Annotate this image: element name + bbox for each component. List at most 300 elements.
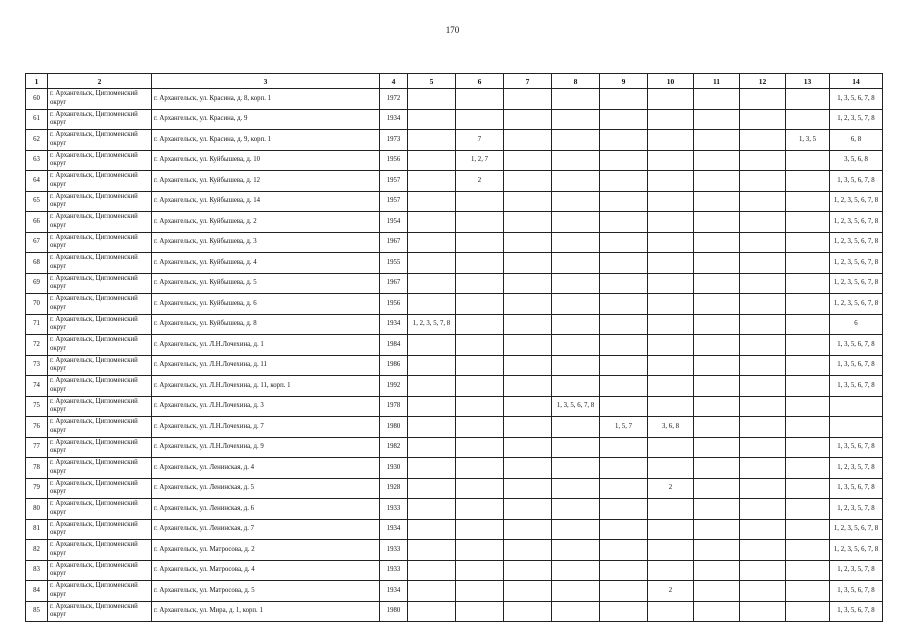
col-11-cell: [694, 417, 740, 438]
address-cell: г. Архангельск, ул. Ленинская, д. 5: [152, 478, 380, 499]
col-6-cell: [456, 540, 504, 561]
row-number-cell: 69: [26, 273, 48, 294]
row-number-cell: 80: [26, 499, 48, 520]
table-row: [26, 314, 883, 335]
col-12-cell: [740, 478, 786, 499]
col-7-cell: [504, 478, 552, 499]
col-8-cell: [552, 109, 600, 130]
table-row: [26, 355, 883, 376]
col-8-cell: [552, 171, 600, 192]
col-9-cell: [600, 581, 648, 602]
address-cell: г. Архангельск, ул. Куйбышева, д. 4: [152, 253, 380, 274]
col-6-cell: [456, 294, 504, 315]
year-cell: 1973: [380, 130, 408, 151]
col-5-cell: 1, 2, 3, 5, 7, 8: [408, 314, 456, 335]
col-13-cell: [786, 253, 830, 274]
year-cell: 1934: [380, 519, 408, 540]
col-14-cell: 6: [830, 314, 883, 335]
col-13-cell: [786, 560, 830, 581]
col-5-cell: [408, 376, 456, 397]
col-13-cell: [786, 499, 830, 520]
locality-cell: г. Архангельск, Цигломенский округ: [48, 437, 152, 458]
row-number-cell: 78: [26, 458, 48, 479]
col-8-cell: [552, 294, 600, 315]
col-5-cell: [408, 89, 456, 110]
col-10-cell: [648, 437, 694, 458]
page-number: 170: [445, 25, 460, 35]
table-row: [26, 601, 883, 622]
table-row: [26, 396, 883, 417]
row-number-cell: 84: [26, 581, 48, 602]
col-11-cell: [694, 294, 740, 315]
column-header-5: 5: [408, 74, 456, 89]
col-11-cell: [694, 314, 740, 335]
locality-cell: г. Архангельск, Цигломенский округ: [48, 212, 152, 233]
address-cell: г. Архангельск, ул. Ленинская, д. 7: [152, 519, 380, 540]
col-9-cell: [600, 150, 648, 171]
col-6-cell: [456, 519, 504, 540]
col-11-cell: [694, 355, 740, 376]
table-row: [26, 232, 883, 253]
address-cell: г. Архангельск, ул. Красина, д. 9: [152, 109, 380, 130]
col-7-cell: [504, 540, 552, 561]
year-cell: 1934: [380, 109, 408, 130]
col-11-cell: [694, 581, 740, 602]
table-body: [26, 89, 883, 622]
col-14-cell: 1, 2, 3, 5, 6, 7, 8: [830, 273, 883, 294]
address-cell: г. Архангельск, ул. Куйбышева, д. 2: [152, 212, 380, 233]
address-cell: г. Архангельск, ул. Куйбышева, д. 6: [152, 294, 380, 315]
locality-cell: г. Архангельск, Цигломенский округ: [48, 253, 152, 274]
row-number-cell: 75: [26, 396, 48, 417]
col-10-cell: [648, 396, 694, 417]
column-header-3: 3: [152, 74, 380, 89]
col-7-cell: [504, 273, 552, 294]
year-cell: 1957: [380, 171, 408, 192]
col-8-cell: [552, 540, 600, 561]
locality-cell: г. Архангельск, Цигломенский округ: [48, 458, 152, 479]
locality-cell: г. Архангельск, Цигломенский округ: [48, 314, 152, 335]
year-cell: 1984: [380, 335, 408, 356]
col-13-cell: [786, 417, 830, 438]
table-row: [26, 191, 883, 212]
year-cell: 1980: [380, 601, 408, 622]
col-10-cell: [648, 314, 694, 335]
col-5-cell: [408, 130, 456, 151]
col-14-cell: 1, 2, 3, 5, 7, 8: [830, 109, 883, 130]
row-number-cell: 64: [26, 171, 48, 192]
col-6-cell: [456, 314, 504, 335]
col-11-cell: [694, 89, 740, 110]
row-number-cell: 63: [26, 150, 48, 171]
year-cell: 1933: [380, 499, 408, 520]
col-6-cell: [456, 212, 504, 233]
address-cell: г. Архангельск, ул. Ленинская, д. 6: [152, 499, 380, 520]
row-number-cell: 71: [26, 314, 48, 335]
col-10-cell: [648, 232, 694, 253]
col-9-cell: [600, 294, 648, 315]
col-10-cell: [648, 376, 694, 397]
table-row: [26, 540, 883, 561]
col-10-cell: [648, 601, 694, 622]
locality-cell: г. Архангельск, Цигломенский округ: [48, 130, 152, 151]
col-9-cell: [600, 335, 648, 356]
col-13-cell: [786, 109, 830, 130]
col-14-cell: 1, 3, 5, 6, 7, 8: [830, 601, 883, 622]
column-header-10: 10: [648, 74, 694, 89]
row-number-cell: 72: [26, 335, 48, 356]
year-cell: 1928: [380, 478, 408, 499]
col-5-cell: [408, 540, 456, 561]
col-8-cell: [552, 335, 600, 356]
col-8-cell: [552, 519, 600, 540]
col-13-cell: [786, 458, 830, 479]
col-12-cell: [740, 130, 786, 151]
col-8-cell: [552, 273, 600, 294]
col-5-cell: [408, 232, 456, 253]
col-7-cell: [504, 355, 552, 376]
col-5-cell: [408, 437, 456, 458]
col-8-cell: [552, 212, 600, 233]
col-12-cell: [740, 171, 786, 192]
column-header-9: 9: [600, 74, 648, 89]
col-6-cell: [456, 89, 504, 110]
col-11-cell: [694, 273, 740, 294]
col-7-cell: [504, 499, 552, 520]
col-13-cell: [786, 519, 830, 540]
col-7-cell: [504, 519, 552, 540]
col-13-cell: [786, 396, 830, 417]
col-10-cell: [648, 560, 694, 581]
col-9-cell: [600, 396, 648, 417]
col-6-cell: 7: [456, 130, 504, 151]
table-row: [26, 376, 883, 397]
col-8-cell: [552, 150, 600, 171]
col-14-cell: 1, 3, 5, 6, 7, 8: [830, 437, 883, 458]
col-9-cell: [600, 601, 648, 622]
locality-cell: г. Архангельск, Цигломенский округ: [48, 294, 152, 315]
col-6-cell: [456, 396, 504, 417]
year-cell: 1933: [380, 540, 408, 561]
col-14-cell: [830, 417, 883, 438]
col-12-cell: [740, 212, 786, 233]
table-row: [26, 253, 883, 274]
address-cell: г. Архангельск, ул. Матросова, д. 4: [152, 560, 380, 581]
address-cell: г. Архангельск, ул. Куйбышева, д. 12: [152, 171, 380, 192]
housing-table: [25, 73, 883, 622]
col-9-cell: [600, 89, 648, 110]
column-header-14: 14: [830, 74, 883, 89]
col-6-cell: [456, 335, 504, 356]
col-7-cell: [504, 335, 552, 356]
col-12-cell: [740, 253, 786, 274]
col-6-cell: [456, 499, 504, 520]
year-cell: 1954: [380, 212, 408, 233]
col-9-cell: [600, 232, 648, 253]
col-11-cell: [694, 232, 740, 253]
locality-cell: г. Архангельск, Цигломенский округ: [48, 601, 152, 622]
col-6-cell: [456, 232, 504, 253]
address-cell: г. Архангельск, ул. Куйбышева, д. 5: [152, 273, 380, 294]
col-12-cell: [740, 314, 786, 335]
col-7-cell: [504, 601, 552, 622]
col-12-cell: [740, 232, 786, 253]
col-7-cell: [504, 109, 552, 130]
col-14-cell: 1, 3, 5, 6, 7, 8: [830, 581, 883, 602]
address-cell: г. Архангельск, ул. Л.Н.Лочехина, д. 11: [152, 355, 380, 376]
locality-cell: г. Архангельск, Цигломенский округ: [48, 89, 152, 110]
col-11-cell: [694, 109, 740, 130]
col-6-cell: [456, 253, 504, 274]
col-8-cell: [552, 437, 600, 458]
row-number-cell: 73: [26, 355, 48, 376]
year-cell: 1955: [380, 253, 408, 274]
row-number-cell: 76: [26, 417, 48, 438]
col-5-cell: [408, 458, 456, 479]
locality-cell: г. Архангельск, Цигломенский округ: [48, 109, 152, 130]
locality-cell: г. Архангельск, Цигломенский округ: [48, 355, 152, 376]
col-10-cell: [648, 191, 694, 212]
locality-cell: г. Архангельск, Цигломенский округ: [48, 376, 152, 397]
address-cell: г. Архангельск, ул. Куйбышева, д. 10: [152, 150, 380, 171]
col-10-cell: [648, 253, 694, 274]
col-8-cell: [552, 130, 600, 151]
col-10-cell: [648, 89, 694, 110]
col-7-cell: [504, 417, 552, 438]
col-11-cell: [694, 335, 740, 356]
col-6-cell: [456, 601, 504, 622]
locality-cell: г. Архангельск, Цигломенский округ: [48, 335, 152, 356]
col-14-cell: 1, 3, 5, 6, 7, 8: [830, 478, 883, 499]
col-12-cell: [740, 417, 786, 438]
col-7-cell: [504, 130, 552, 151]
column-header-8: 8: [552, 74, 600, 89]
col-7-cell: [504, 212, 552, 233]
col-5-cell: [408, 191, 456, 212]
col-5-cell: [408, 171, 456, 192]
col-13-cell: [786, 212, 830, 233]
table-row: [26, 150, 883, 171]
col-5-cell: [408, 150, 456, 171]
col-13-cell: [786, 601, 830, 622]
col-8-cell: [552, 376, 600, 397]
col-8-cell: [552, 89, 600, 110]
year-cell: 1956: [380, 294, 408, 315]
col-9-cell: [600, 560, 648, 581]
col-11-cell: [694, 150, 740, 171]
col-8-cell: [552, 560, 600, 581]
table-row: [26, 273, 883, 294]
table-row: [26, 212, 883, 233]
year-cell: 1980: [380, 417, 408, 438]
locality-cell: г. Архангельск, Цигломенский округ: [48, 191, 152, 212]
col-13-cell: [786, 273, 830, 294]
table-row: [26, 519, 883, 540]
col-8-cell: [552, 232, 600, 253]
col-13-cell: [786, 294, 830, 315]
column-header-6: 6: [456, 74, 504, 89]
col-9-cell: [600, 273, 648, 294]
col-9-cell: [600, 212, 648, 233]
col-13-cell: [786, 314, 830, 335]
row-number-cell: 77: [26, 437, 48, 458]
col-14-cell: 1, 2, 3, 5, 7, 8: [830, 560, 883, 581]
col-12-cell: [740, 294, 786, 315]
col-6-cell: [456, 437, 504, 458]
address-cell: г. Архангельск, ул. Мира, д. 1, корп. 1: [152, 601, 380, 622]
col-6-cell: 2: [456, 171, 504, 192]
col-6-cell: [456, 355, 504, 376]
address-cell: г. Архангельск, ул. Л.Н.Лочехина, д. 11, корп. 1: [152, 376, 380, 397]
col-8-cell: [552, 581, 600, 602]
col-14-cell: 6, 8: [830, 130, 883, 151]
col-11-cell: [694, 478, 740, 499]
col-5-cell: [408, 109, 456, 130]
col-5-cell: [408, 519, 456, 540]
row-number-cell: 68: [26, 253, 48, 274]
row-number-cell: 83: [26, 560, 48, 581]
row-number-cell: 62: [26, 130, 48, 151]
column-header-12: 12: [740, 74, 786, 89]
col-8-cell: [552, 314, 600, 335]
col-5-cell: [408, 253, 456, 274]
col-14-cell: 1, 2, 3, 5, 6, 7, 8: [830, 519, 883, 540]
address-cell: г. Архангельск, ул. Ленинская, д. 4: [152, 458, 380, 479]
column-header-4: 4: [380, 74, 408, 89]
col-7-cell: [504, 396, 552, 417]
col-12-cell: [740, 581, 786, 602]
col-12-cell: [740, 335, 786, 356]
col-7-cell: [504, 232, 552, 253]
col-13-cell: [786, 335, 830, 356]
col-12-cell: [740, 355, 786, 376]
row-number-cell: 81: [26, 519, 48, 540]
col-13-cell: [786, 191, 830, 212]
address-cell: г. Архангельск, ул. Красина, д. 8, корп. 1: [152, 89, 380, 110]
col-7-cell: [504, 191, 552, 212]
locality-cell: г. Архангельск, Цигломенский округ: [48, 519, 152, 540]
table-row: [26, 499, 883, 520]
col-9-cell: [600, 355, 648, 376]
col-14-cell: 1, 3, 5, 6, 7, 8: [830, 355, 883, 376]
col-9-cell: [600, 540, 648, 561]
row-number-cell: 65: [26, 191, 48, 212]
col-10-cell: [648, 335, 694, 356]
col-8-cell: [552, 253, 600, 274]
col-6-cell: [456, 581, 504, 602]
year-cell: 1956: [380, 150, 408, 171]
year-cell: 1933: [380, 560, 408, 581]
col-8-cell: [552, 458, 600, 479]
col-9-cell: [600, 253, 648, 274]
col-10-cell: [648, 499, 694, 520]
locality-cell: г. Архангельск, Цигломенский округ: [48, 417, 152, 438]
col-12-cell: [740, 458, 786, 479]
col-5-cell: [408, 396, 456, 417]
table-row: [26, 89, 883, 110]
col-14-cell: 1, 3, 5, 6, 7, 8: [830, 171, 883, 192]
locality-cell: г. Архангельск, Цигломенский округ: [48, 499, 152, 520]
column-header-2: 2: [48, 74, 152, 89]
col-11-cell: [694, 376, 740, 397]
row-number-cell: 74: [26, 376, 48, 397]
locality-cell: г. Архангельск, Цигломенский округ: [48, 560, 152, 581]
col-13-cell: [786, 581, 830, 602]
col-7-cell: [504, 171, 552, 192]
col-12-cell: [740, 499, 786, 520]
col-14-cell: 1, 2, 3, 5, 6, 7, 8: [830, 253, 883, 274]
col-6-cell: [456, 458, 504, 479]
year-cell: 1957: [380, 191, 408, 212]
address-cell: г. Архангельск, ул. Красина, д. 9, корп. 1: [152, 130, 380, 151]
col-7-cell: [504, 376, 552, 397]
col-14-cell: 1, 3, 5, 6, 7, 8: [830, 335, 883, 356]
address-cell: г. Архангельск, ул. Матросова, д. 2: [152, 540, 380, 561]
col-11-cell: [694, 212, 740, 233]
locality-cell: г. Архангельск, Цигломенский округ: [48, 396, 152, 417]
table-row: [26, 335, 883, 356]
row-number-cell: 66: [26, 212, 48, 233]
year-cell: 1934: [380, 581, 408, 602]
table-row: [26, 478, 883, 499]
address-cell: г. Архангельск, ул. Л.Н.Лочехина, д. 1: [152, 335, 380, 356]
col-8-cell: [552, 499, 600, 520]
year-cell: 1972: [380, 89, 408, 110]
col-12-cell: [740, 150, 786, 171]
col-13-cell: [786, 232, 830, 253]
col-7-cell: [504, 581, 552, 602]
col-13-cell: [786, 150, 830, 171]
address-cell: г. Архангельск, ул. Матросова, д. 5: [152, 581, 380, 602]
col-8-cell: [552, 601, 600, 622]
year-cell: 1934: [380, 314, 408, 335]
col-14-cell: 1, 2, 3, 5, 7, 8: [830, 458, 883, 479]
address-cell: г. Архангельск, ул. Л.Н.Лочехина, д. 9: [152, 437, 380, 458]
col-8-cell: [552, 355, 600, 376]
col-13-cell: [786, 171, 830, 192]
col-6-cell: [456, 109, 504, 130]
col-7-cell: [504, 314, 552, 335]
col-6-cell: [456, 273, 504, 294]
col-9-cell: [600, 478, 648, 499]
col-7-cell: [504, 560, 552, 581]
col-5-cell: [408, 417, 456, 438]
year-cell: 1986: [380, 355, 408, 376]
col-11-cell: [694, 253, 740, 274]
locality-cell: г. Архангельск, Цигломенский округ: [48, 273, 152, 294]
table-row: [26, 109, 883, 130]
col-12-cell: [740, 560, 786, 581]
col-9-cell: 1, 5, 7: [600, 417, 648, 438]
col-5-cell: [408, 499, 456, 520]
locality-cell: г. Архангельск, Цигломенский округ: [48, 171, 152, 192]
row-number-cell: 67: [26, 232, 48, 253]
col-12-cell: [740, 273, 786, 294]
col-11-cell: [694, 499, 740, 520]
col-12-cell: [740, 109, 786, 130]
col-10-cell: [648, 519, 694, 540]
col-6-cell: [456, 417, 504, 438]
row-number-cell: 60: [26, 89, 48, 110]
address-cell: г. Архангельск, ул. Л.Н.Лочехина, д. 7: [152, 417, 380, 438]
col-7-cell: [504, 458, 552, 479]
col-13-cell: [786, 355, 830, 376]
col-12-cell: [740, 191, 786, 212]
col-14-cell: [830, 396, 883, 417]
row-number-cell: 82: [26, 540, 48, 561]
col-5-cell: [408, 355, 456, 376]
col-10-cell: [648, 273, 694, 294]
